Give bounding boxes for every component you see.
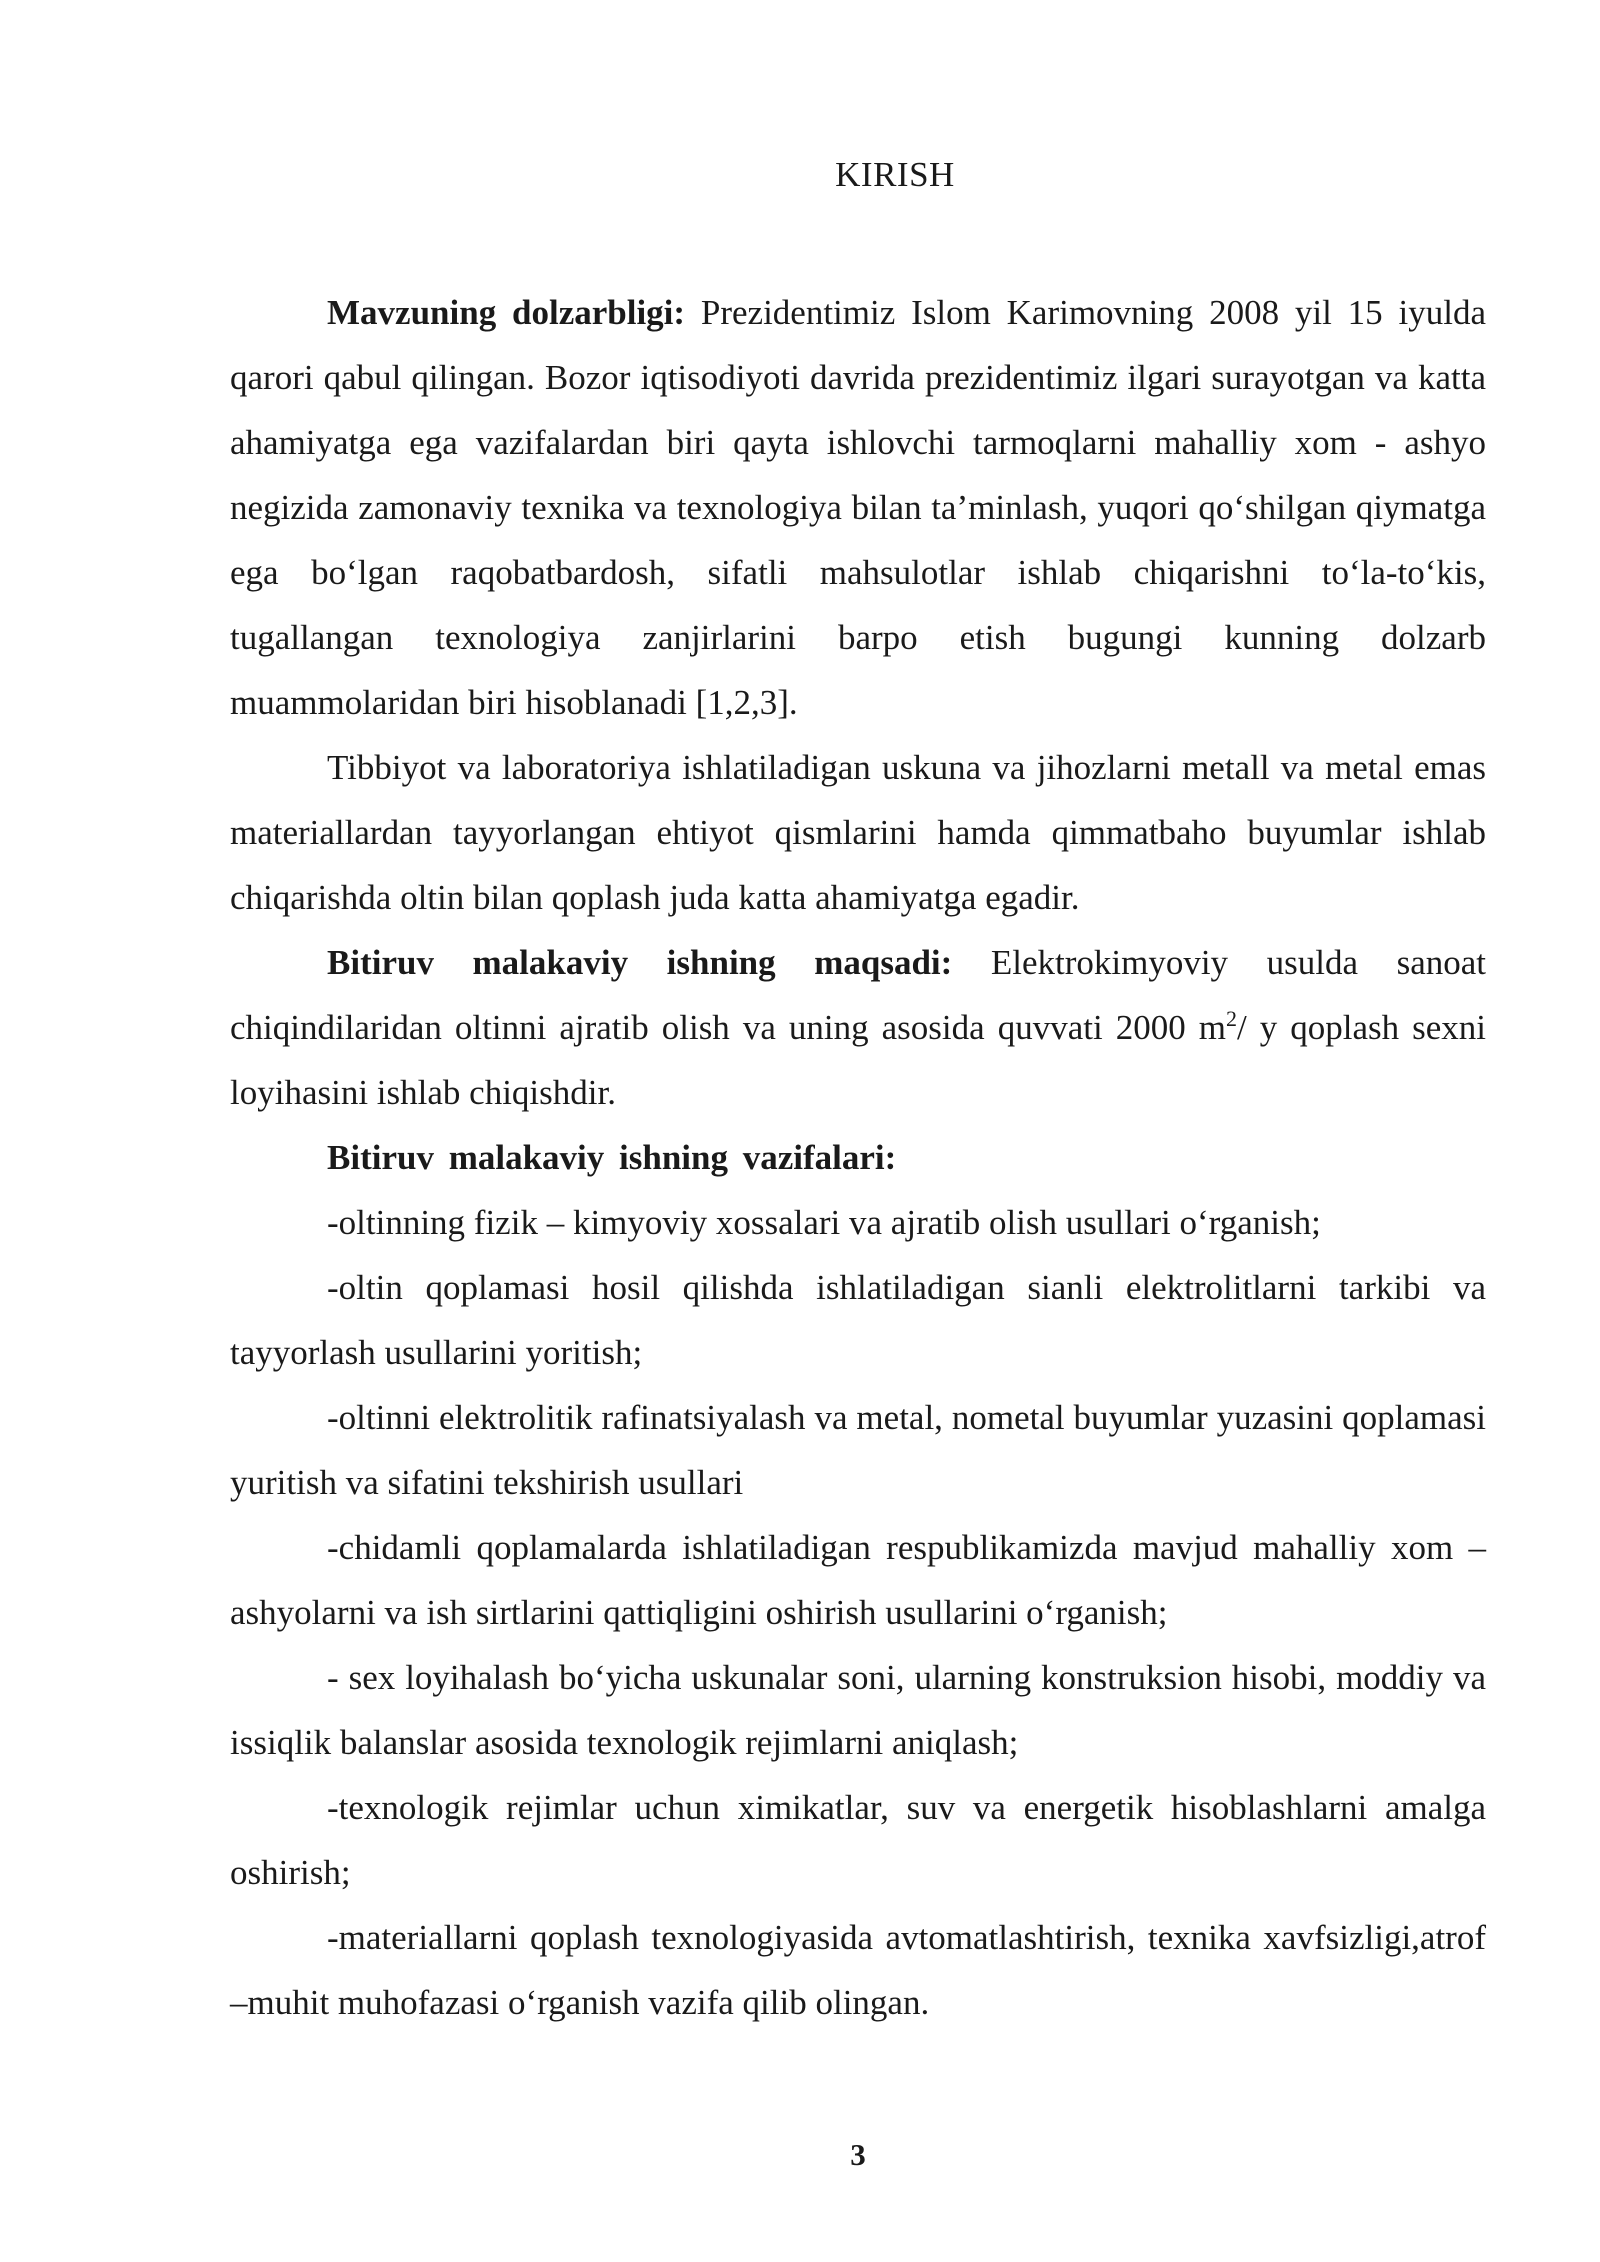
paragraph-medical-use: [230, 735, 1486, 930]
page-number: 3: [850, 2137, 866, 2172]
purpose-text: Elektrokimyoviy usulda sanoat chiqindilaridan oltinni ajratib olish va uning asosida quvvati 2000 m: [230, 943, 1486, 1047]
paragraph-tasks-heading: [230, 1125, 1486, 1190]
paragraph-purpose: [230, 930, 1486, 1125]
tasks-label: Bitiruv malakaviy ishning vazifalari:: [327, 1138, 897, 1177]
document-body: [230, 280, 1486, 2035]
relevance-label: Mavzuning dolzarbligi:: [327, 293, 686, 332]
purpose-label: Bitiruv malakaviy ishning maqsadi:: [327, 943, 953, 982]
task-item: -oltin qoplamasi hosil qilishda ishlatiladigan sianli elektrolitlarni tarkibi va tayyorlash usullarini yoritish;: [230, 1268, 1486, 1372]
task-item: -materiallarni qoplash texnologiyasida avtomatlashtirish, texnika xavfsizligi,atrof –muhit muhofazasi o‘rganish vazifa qilib olingan.: [230, 1918, 1486, 2022]
medical-use-text: Tibbiyot va laboratoriya ishlatiladigan uskuna va jihozlarni metall va metal emas materiallardan tayyorlangan ehtiyot qismlarini hamda qimmatbaho buyumlar ishlab chiqarishda oltin bilan qoplash juda katta ahamiyatga egadir.: [230, 748, 1486, 917]
paragraph-relevance: [230, 280, 1486, 735]
task-item: -oltinning fizik – kimyoviy xossalari va ajratib olish usullari o‘rganish;: [327, 1203, 1321, 1242]
superscript-two: 2: [1225, 1006, 1237, 1031]
task-item: -texnologik rejimlar uchun ximikatlar, suv va energetik hisoblashlarni amalga oshirish;: [230, 1788, 1486, 1892]
relevance-text: Prezidentimiz Islom Karimovning 2008 yil 15 iyulda qarori qabul qilingan. Bozor iqtisodiyoti davrida prezidentimiz ilgari surayotgan va katta ahamiyatga ega vazifalardan biri qayta ishlovchi tarmoqlarni mahalliy xom - ashyo negizida zamonaviy texnika va texnologiya bilan ta’minlash, yuqori qo‘shilgan qiymatga ega bo‘lgan raqobatbardosh, sifatli mahsulotlar ishlab chiqarishni to‘la-to‘kis, tugallangan texnologiya zanjirlarini barpo etish bugungi kunning dolzarb muammolaridan biri hisoblanadi [1,2,3].: [230, 293, 1486, 722]
task-item: - sex loyihalash bo‘yicha uskunalar soni, ularning konstruksion hisobi, moddiy va issiqlik balanslar asosida texnologik rejimlarni aniqlash;: [230, 1658, 1486, 1762]
task-item: -chidamli qoplamalarda ishlatiladigan respublikamizda mavjud mahalliy xom – ashyolarni va ish sirtlarini qattiqligini oshirish usullarini o‘rganish;: [230, 1528, 1486, 1632]
purpose-text-end: / y qoplash sexni loyihasini ishlab chiqishdir.: [230, 1008, 1487, 1112]
task-item: -oltinni elektrolitik rafinatsiyalash va metal, nometal buyumlar yuzasini qoplamasi yuritish va sifatini tekshirish usullari: [230, 1398, 1486, 1502]
page-title: KIRISH: [835, 155, 955, 194]
